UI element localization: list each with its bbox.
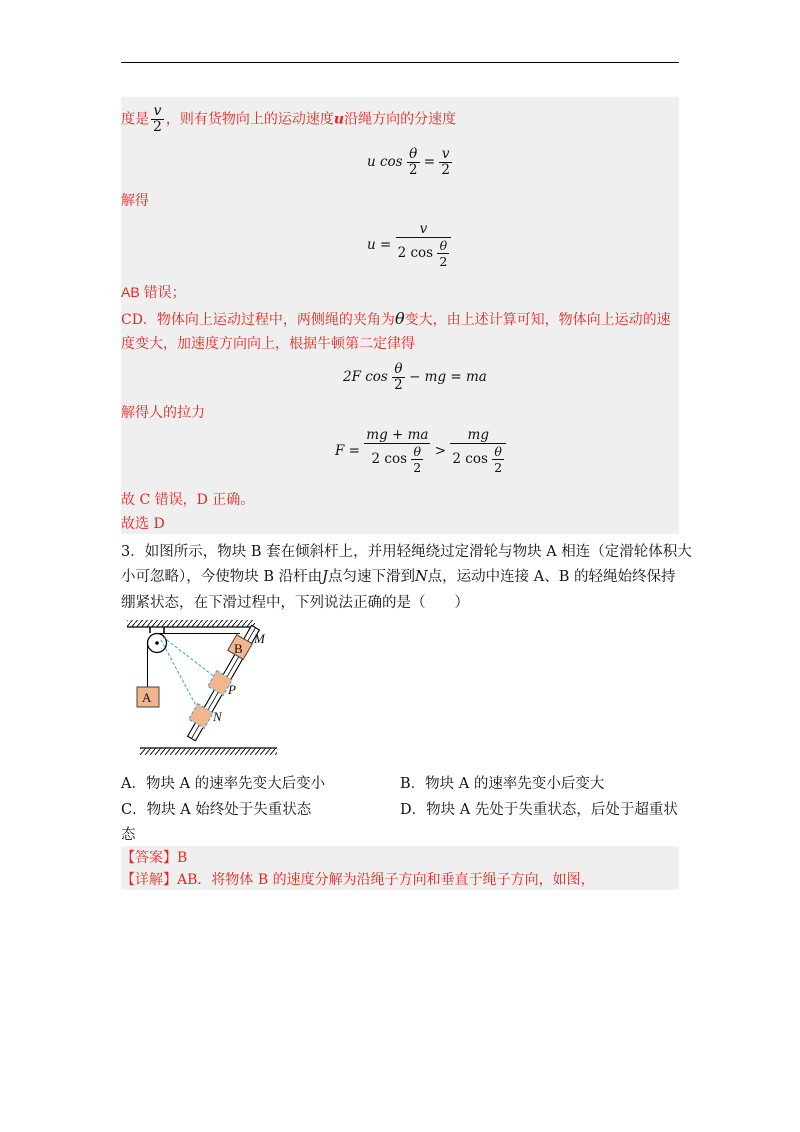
denominator [364,444,430,475]
pulley-incline-diagram [125,617,285,757]
theta-over-2 [392,362,405,393]
denominator [396,238,452,269]
pulley-hub [155,641,159,645]
text-segment: ，则有货物向上的运动速度 [165,111,334,128]
text-segment: 沿绳方向的分速度 [344,111,457,128]
equals: = [423,154,436,170]
v: v [439,147,452,163]
eq-rhs: − mg = ma [409,369,487,385]
option-a: A．物块 A 的速率先变大后变小 [121,776,326,792]
numerator: mg + ma [366,427,429,443]
ground-hatch [140,748,277,755]
two: 2 [441,162,450,178]
eq-lhs: 2F cos [343,369,388,385]
v-over-2-fraction [151,104,164,135]
two: 2 [394,377,403,393]
u-fraction [396,222,452,269]
numerator: v [396,222,452,238]
theta: θ [392,362,405,378]
fraction-denominator: 2 [153,119,162,135]
ceiling-hatch [127,620,255,627]
label-p: P [228,682,236,697]
option-d: D．物块 A 先处于失重状态，后处于超重状 [400,802,678,818]
ab-wrong: AB 错误； [121,284,186,300]
den-text: 2 cos [371,451,407,467]
option-d-wrap: 态 [121,827,136,843]
theta: θ [407,147,420,163]
label-b: B [234,641,243,656]
theta: θ [411,444,423,460]
text-segment: CD．物体向上运动过程中，两侧绳的夹角为 [121,312,395,328]
theta: θ [394,309,405,328]
option-c: C．物块 A 始终处于失重状态 [121,802,312,818]
point-j: J [322,569,328,585]
denominator [450,444,506,475]
conclusion-1: 故 C 错误，D 正确。 [121,492,255,508]
variable-u: u [333,111,345,128]
equation-2 [367,222,451,269]
theta: θ [437,238,449,254]
eq-lhs: u cos [367,154,403,170]
option-b: B．物块 A 的速率先变小后变大 [400,776,605,792]
label-m: M [254,631,265,646]
eq-lhs: u = [367,237,392,253]
two: 2 [439,254,448,269]
theta-over-2 [492,444,504,475]
text-segment: 度是 [121,111,149,128]
theta-over-2 [437,238,449,269]
text-segment: 变大，由上述计算可知，物体向上运动的速 [404,312,671,328]
den-text: 2 cos [397,245,434,261]
equation-1 [367,147,452,178]
theta-over-2 [407,147,420,178]
conclusion-2: 故选 D [121,516,165,532]
label-a: A [142,690,152,705]
cd-line-2: 度变大，加速度方向向上，根据牛顿第二定律得 [121,336,415,352]
question-line-3: 绷紧状态，在下滑过程中，下列说法正确的是（ ） [121,595,469,611]
answer-line: 【答案】B [121,850,188,866]
text-segment: 点，运动中连接 A、B 的轻绳始终保持 [427,569,676,585]
equation-4 [335,428,506,475]
greater-than: > [434,443,447,459]
solve-label-1: 解得 [121,193,149,209]
question-line-1: 3．如图所示，物块 B 套在倾斜杆上，并用轻绳绕过定滑轮与物块 A 相连（定滑轮体积大 [121,544,692,560]
numerator: mg [450,428,506,444]
v-over-2 [439,147,452,178]
fraction-1 [364,428,430,475]
fraction-2 [450,428,506,475]
label-n: N [213,709,222,724]
question-line-2 [121,565,676,589]
header-rule [121,62,679,63]
two: 2 [408,162,418,178]
theta: θ [492,444,504,460]
cd-line-1 [121,309,671,330]
den-text: 2 cos [452,451,488,467]
eq-lhs: F = [335,443,360,459]
tension-label: 解得人的拉力 [121,405,205,421]
two: 2 [494,460,503,475]
solution-line-1 [121,104,456,134]
equation-3 [343,362,487,393]
detail-line: 【详解】AB．将物体 B 的速度分解为沿绳子方向和垂直于绳子方向，如图， [121,872,595,888]
text-segment: 小可忽略），今使物块 B 沿杆由 [121,569,323,585]
two: 2 [413,460,422,475]
fraction-numerator: v [151,104,164,120]
text-segment: 点匀速下滑到 [327,569,415,585]
theta-over-2 [411,444,423,475]
point-n: N [414,569,428,585]
